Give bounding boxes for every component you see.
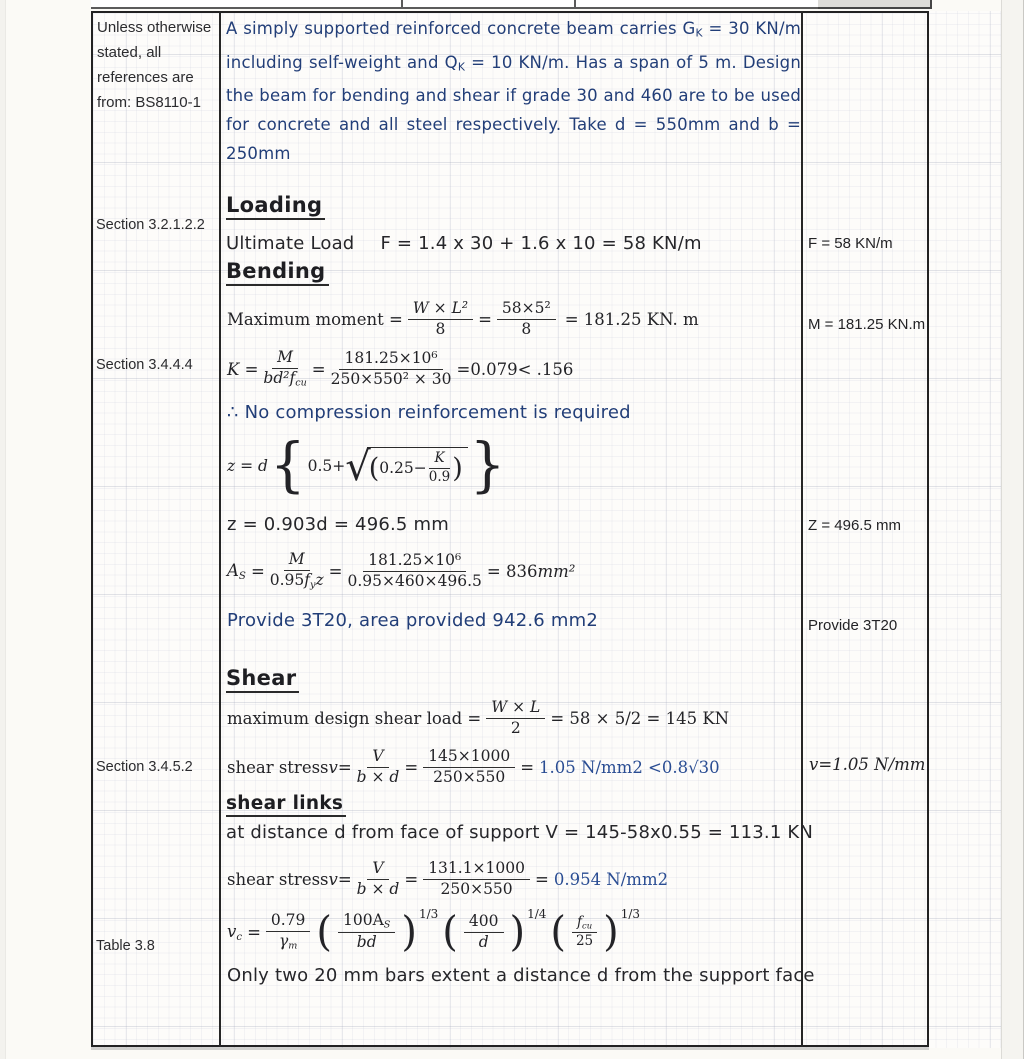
fraction: $\frac{145\times 1000}{250\times 550}$ [423, 748, 515, 787]
shear-stress-result-1: 1.05 N/mm2 <0.8√30 [539, 757, 720, 777]
max-moment-lhs: Maximum moment = [227, 309, 403, 329]
max-shear-lhs: maximum design shear load = [227, 708, 482, 728]
k-result: =0.079< .156 [456, 359, 574, 379]
problem-line: A simply supported reinforced concrete beam carries GK = 30 KN/m [226, 19, 801, 40]
shear-stress-result-2: 0.954 N/mm2 [553, 869, 669, 889]
close-paren: ) [509, 908, 526, 956]
previous-table-divider [574, 0, 576, 7]
fraction: $\frac{400}{d}$ [464, 913, 504, 952]
output-v: v=1.05 N/mm [809, 755, 926, 774]
as-result: = 836 [486, 561, 538, 581]
exponent: 1/4 [527, 907, 547, 921]
column-divider-left [219, 11, 221, 1047]
at-distance-line: at distance d from face of support V = 145-58x0.55 = 113.1 KN [226, 822, 814, 843]
close-paren: ) [401, 908, 417, 956]
shear-heading: Shear [226, 666, 299, 693]
as-formula: $A_S$ = $\frac{M}{0.95f_yz}$ = $\frac{\text{181.25×10⁶}}{0.95\times 460\times 496.5}$ = 836 mm² [227, 550, 576, 591]
problem-line: 250mm [226, 144, 291, 164]
k-formula: K = $\frac{M}{bd^2f_{cu}}$ = $\frac{\text{181.25×10⁶}}{\text{250×550² × 30}}$ =0.079< .156 [227, 348, 574, 389]
max-moment-result: = 181.25 KN. m [564, 309, 699, 329]
section-ref-shear: Section 3.4.5.2 [96, 759, 193, 775]
ultimate-load-line [226, 233, 702, 254]
max-shear-result: = 58 × 5/2 = 145 KN [550, 708, 730, 728]
z-result: z = 0.903d = 496.5 mm [227, 514, 449, 535]
fraction: $\frac{100A_S}{bd}$ [338, 912, 395, 952]
open-paren: ( [550, 908, 567, 956]
max-moment-formula: Maximum moment = $\frac{\text{W × L²}}{8}$ = $\frac{\text{58×5²}}{8}$ = 181.25 KN. m [227, 298, 699, 338]
z-lhs: z = d [227, 457, 268, 475]
fraction: $\frac{f_{cu}}{25}$ [572, 915, 597, 949]
fraction: $\frac{V}{b \times d}$ [356, 746, 400, 786]
previous-table-divider [401, 0, 403, 7]
ultimate-load-equation: F = 1.4 x 30 + 1.6 x 10 = 58 KN/m [380, 233, 702, 254]
radical-sign: √ [345, 444, 371, 490]
vc-formula: $v_c$ = $\frac{0.79}{\gamma_m}$ ( $\frac{100A_S}{bd}$ ) 1/3 ( $\frac{400}{d}$ ) 1/4 ( $\frac{f_{cu}}{25}$ ) 1/3 [227, 907, 641, 956]
subscript-k: K [695, 26, 703, 40]
page-left-edge [0, 0, 6, 1059]
shear-links-heading: shear links [226, 793, 346, 817]
no-compression-note: ∴ No compression reinforcement is required [227, 402, 631, 423]
provide-note: Provide 3T20, area provided 942.6 mm2 [227, 610, 599, 631]
radical-body: ( 0.25− $\frac{K}{0.9}$ ) [367, 447, 468, 485]
output-provide: Provide 3T20 [808, 617, 898, 634]
table-ref: Table 3.8 [96, 938, 155, 954]
previous-table-edge [91, 0, 818, 9]
fraction: $\frac{131.1\times 1000}{250\times 550}$ [423, 860, 530, 899]
exponent: 1/3 [418, 907, 439, 921]
fraction: $\frac{M}{bd^2f_{cu}}$ [263, 348, 307, 389]
fraction: $\frac{K}{0.9}$ [428, 449, 451, 485]
open-paren: ( [442, 908, 458, 956]
ultimate-load-label: Ultimate Load [226, 233, 355, 254]
fraction: $\frac{V}{b \times d}$ [356, 858, 400, 898]
fraction: $\frac{W \times L}{2}$ [486, 699, 545, 738]
loading-heading: Loading [226, 193, 325, 220]
fraction: $\frac{M}{0.95f_yz}$ [269, 550, 324, 591]
page-right-edge [1001, 0, 1024, 1059]
open-brace: { [269, 431, 306, 500]
close-paren: ) [603, 908, 619, 956]
problem-statement [226, 14, 801, 168]
k-lhs: K = [227, 359, 259, 379]
closing-note: Only two 20 mm bars extent a distance d from the support face [227, 965, 815, 986]
fraction: $\frac{0.79}{\gamma_m}$ [266, 912, 311, 952]
section-ref-bending: Section 3.4.4.4 [96, 357, 193, 373]
exponent: 1/3 [620, 907, 641, 921]
fraction: $\frac{\text{181.25×10⁶}}{0.95\times 460\times 496.5}$ [347, 550, 482, 590]
shear-stress-formula-2: shear stress v = $\frac{V}{b \times d}$ = $\frac{131.1\times 1000}{250\times 550}$ = 0.954 N/mm2 [227, 858, 669, 898]
fraction: $\frac{\text{181.25×10⁶}}{\text{250×550² × 30}}$ [330, 348, 452, 388]
close-brace: } [469, 431, 506, 500]
problem-line: including self-weight and QK = 10 KN/m. Has a span of 5 m. Design [226, 52, 802, 74]
bending-heading: Bending [226, 259, 329, 286]
references-note: Unless otherwise stated, all references are from: BS8110-1 [97, 19, 212, 111]
max-shear-formula [227, 696, 729, 740]
output-z: Z = 496.5 mm [808, 517, 901, 534]
column-divider-right [801, 11, 803, 1047]
problem-line: for concrete and all steel respectively. Take d = 550mm and b = [226, 115, 801, 135]
shear-stress-formula-1: shear stress v = $\frac{V}{b \times d}$ = $\frac{145\times 1000}{250\times 550}$ = 1.05 N/mm2 <0.8√30 [227, 746, 720, 786]
output-m: M = 181.25 KN.m [808, 316, 926, 333]
z-formula: z = d { 0.5+ √ ( 0.25− $\frac{K}{0.9}$ ) } [227, 431, 506, 500]
fraction: $\frac{\text{58×5²}}{8}$ [497, 300, 556, 339]
open-paren: ( [316, 908, 333, 956]
previous-table-corner [818, 0, 932, 9]
subscript-k: K [457, 60, 466, 74]
output-f: F = 58 KN/m [808, 235, 893, 252]
problem-line: the beam for bending and shear if grade 30 and 460 are to be used [226, 86, 801, 106]
fraction: $\frac{\text{W × L²}}{8}$ [408, 300, 473, 339]
section-ref-loading: Section 3.2.1.2.2 [96, 217, 205, 233]
